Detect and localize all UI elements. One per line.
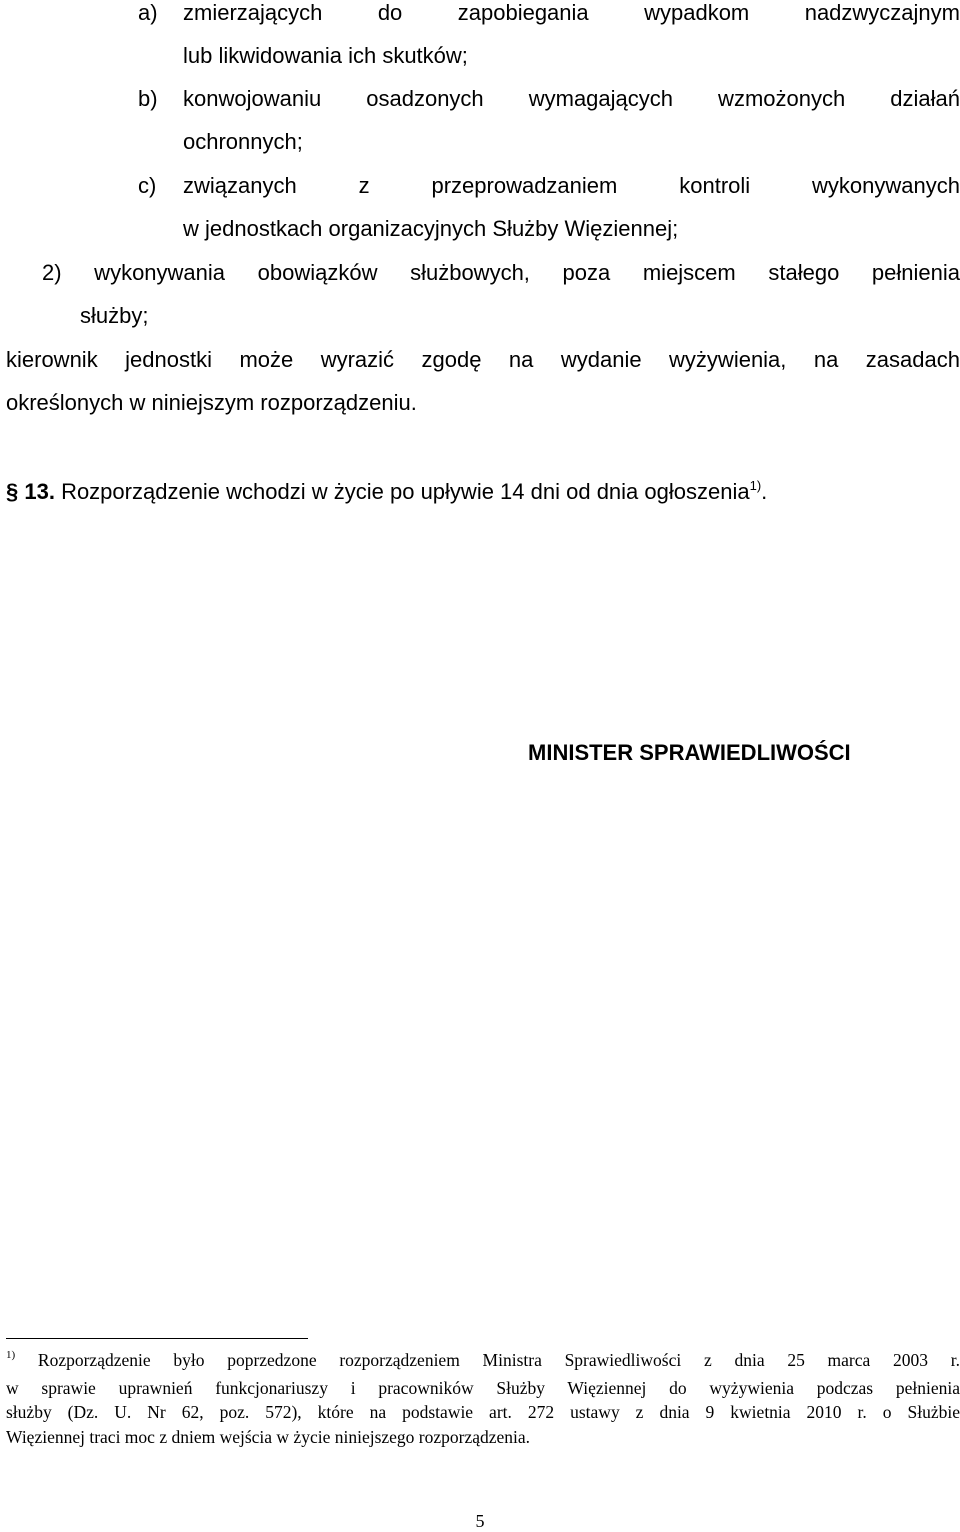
footnote-marker: 1)	[6, 1349, 16, 1361]
item-a-continuation: lub likwidowania ich skutków;	[183, 43, 468, 68]
footnote-line-1	[6, 1348, 960, 1376]
footnote-line-1-text: Rozporządzenie było poprzedzone rozporządzeniem Ministra Sprawiedliwości z dnia 25 marca 2003 r.	[37, 1350, 960, 1370]
section-13	[6, 479, 767, 508]
footnote-line-3: służby (Dz. U. Nr 62, poz. 572), które na podstawie art. 272 ustawy z dnia 9 kwietnia 2010 r. o Służbie	[6, 1402, 960, 1422]
conclusion-line-1: kierownik jednostki może wyrazić zgodę na wydanie wyżywienia, na zasadach	[6, 347, 960, 372]
section-13-number: § 13.	[6, 479, 55, 504]
signature-title: MINISTER SPRAWIEDLIWOŚCI	[528, 740, 851, 765]
item-c-marker: c)	[138, 173, 157, 198]
conclusion-line-2: określonych w niniejszym rozporządzeniu.	[6, 390, 417, 415]
point-2-text: 2) wykonywania obowiązków służbowych, poza miejscem stałego pełnienia	[42, 260, 960, 285]
item-a-text: zmierzających do zapobiegania wypadkom nadzwyczajnym	[183, 0, 960, 25]
item-b-marker: b)	[138, 86, 158, 111]
footnote-reference: 1)	[749, 478, 762, 493]
item-c-continuation: w jednostkach organizacyjnych Służby Więziennej;	[183, 216, 679, 241]
footnote-separator	[6, 1338, 308, 1339]
item-b-continuation: ochronnych;	[183, 129, 303, 154]
item-b-text: konwojowaniu osadzonych wymagających wzmożonych działań	[183, 86, 960, 111]
item-c-text: związanych z przeprowadzaniem kontroli wykonywanych	[183, 173, 960, 198]
section-13-text: Rozporządzenie wchodzi w życie po upływie 14 dni od dnia ogłoszenia	[61, 479, 750, 504]
footnote	[6, 1348, 960, 1449]
item-a-marker: a)	[138, 0, 158, 25]
footnote-line-4: Więziennej traci moc z dniem wejścia w życie niniejszego rozporządzenia.	[6, 1426, 531, 1447]
point-2-continuation: służby;	[80, 303, 149, 328]
page-number: 5	[475, 1511, 485, 1531]
section-13-end: .	[761, 479, 768, 504]
footnote-line-2: w sprawie uprawnień funkcjonariuszy i pracowników Służby Więziennej do wyżywienia podczas pełnienia	[6, 1377, 960, 1398]
